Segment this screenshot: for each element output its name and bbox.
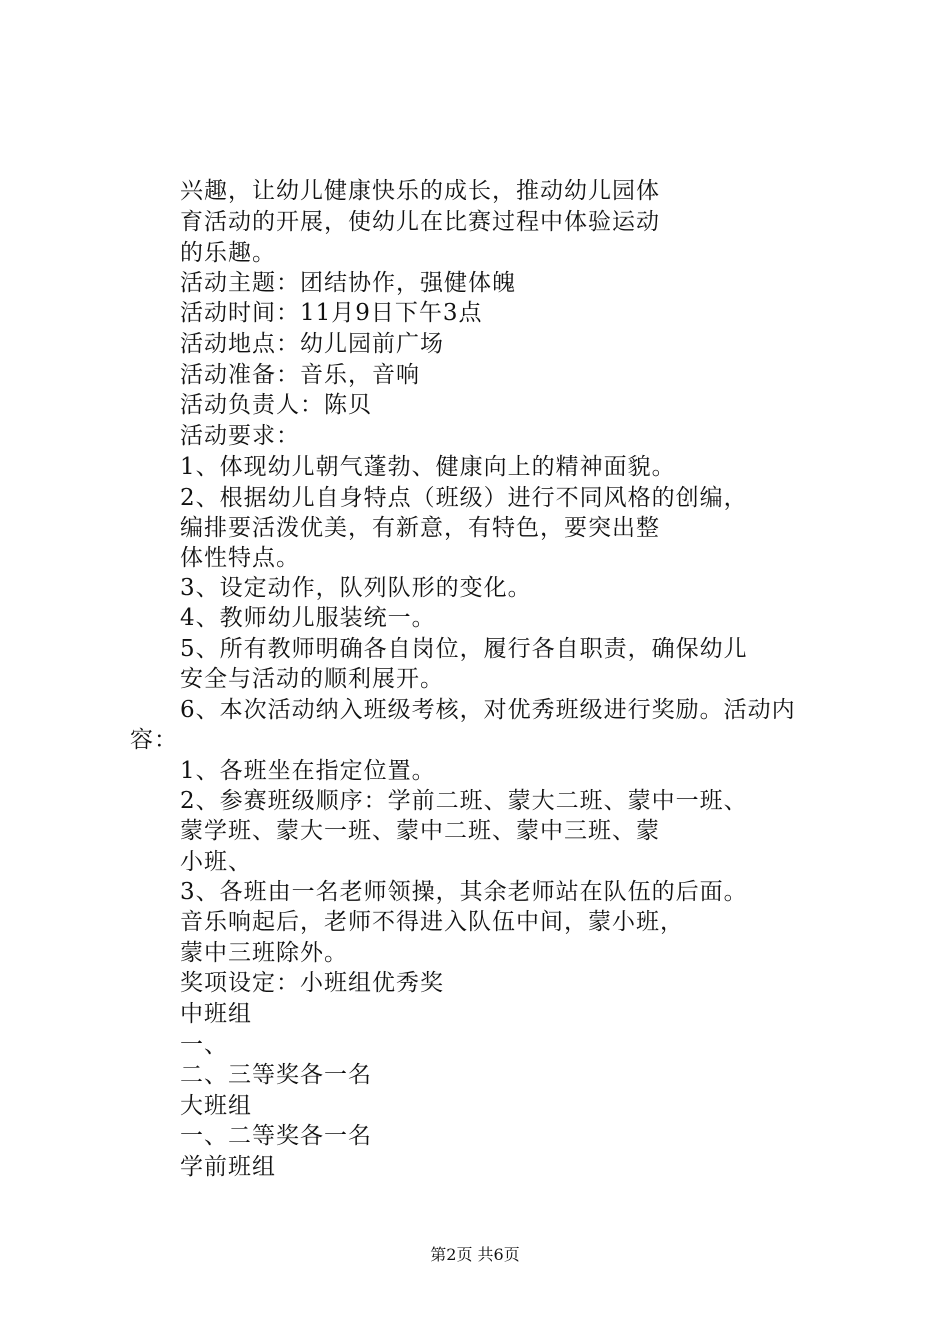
text-line: 5、所有教师明确各自岗位，履行各自职责，确保幼儿 bbox=[180, 636, 748, 662]
text-line: 二、三等奖各一名 bbox=[180, 1062, 372, 1088]
text-line: 2、参赛班级顺序：学前二班、蒙大二班、蒙中一班、 bbox=[180, 788, 748, 814]
text-line: 活动主题：团结协作，强健体魄 bbox=[180, 270, 516, 296]
text-line: 小班、 bbox=[180, 849, 252, 875]
text-line: 的乐趣。 bbox=[180, 240, 276, 266]
text-line: 一、 bbox=[180, 1032, 228, 1058]
text-line: 大班组 bbox=[180, 1093, 252, 1119]
text-line: 6、本次活动纳入班级考核，对优秀班级进行奖励。活动内 bbox=[180, 697, 796, 723]
text-line: 编排要活泼优美，有新意，有特色，要突出整 bbox=[180, 515, 660, 541]
text-line: 学前班组 bbox=[180, 1154, 276, 1180]
text-line: 活动要求： bbox=[180, 423, 300, 449]
text-line: 蒙学班、蒙大一班、蒙中二班、蒙中三班、蒙 bbox=[180, 818, 660, 844]
text-line: 蒙中三班除外。 bbox=[180, 940, 348, 966]
text-line: 音乐响起后，老师不得进入队伍中间，蒙小班， bbox=[180, 909, 684, 935]
text-line: 育活动的开展，使幼儿在比赛过程中体验运动 bbox=[180, 209, 660, 235]
text-line: 奖项设定：小班组优秀奖 bbox=[180, 970, 444, 996]
text-line: 容： bbox=[130, 727, 178, 753]
text-line: 3、各班由一名老师领操，其余老师站在队伍的后面。 bbox=[180, 879, 748, 905]
text-line: 一、二等奖各一名 bbox=[180, 1123, 372, 1149]
text-line: 2、根据幼儿自身特点（班级）进行不同风格的创编， bbox=[180, 485, 748, 511]
text-line: 体性特点。 bbox=[180, 545, 300, 571]
text-line: 1、体现幼儿朝气蓬勃、健康向上的精神面貌。 bbox=[180, 454, 676, 480]
page-footer: 第2页 共6页 bbox=[430, 1245, 520, 1264]
text-line: 兴趣，让幼儿健康快乐的成长，推动幼儿园体 bbox=[180, 178, 660, 204]
text-line: 活动负责人：陈贝 bbox=[180, 392, 372, 418]
text-line: 活动地点：幼儿园前广场 bbox=[180, 331, 444, 357]
text-line: 中班组 bbox=[180, 1001, 252, 1027]
text-line: 1、各班坐在指定位置。 bbox=[180, 758, 436, 784]
text-line: 4、教师幼儿服装统一。 bbox=[180, 605, 436, 631]
text-line: 活动准备：音乐，音响 bbox=[180, 362, 420, 388]
text-line: 安全与活动的顺利展开。 bbox=[180, 666, 444, 692]
text-line: 3、设定动作，队列队形的变化。 bbox=[180, 575, 532, 601]
text-line: 活动时间：11月9日下午3点 bbox=[180, 300, 483, 326]
